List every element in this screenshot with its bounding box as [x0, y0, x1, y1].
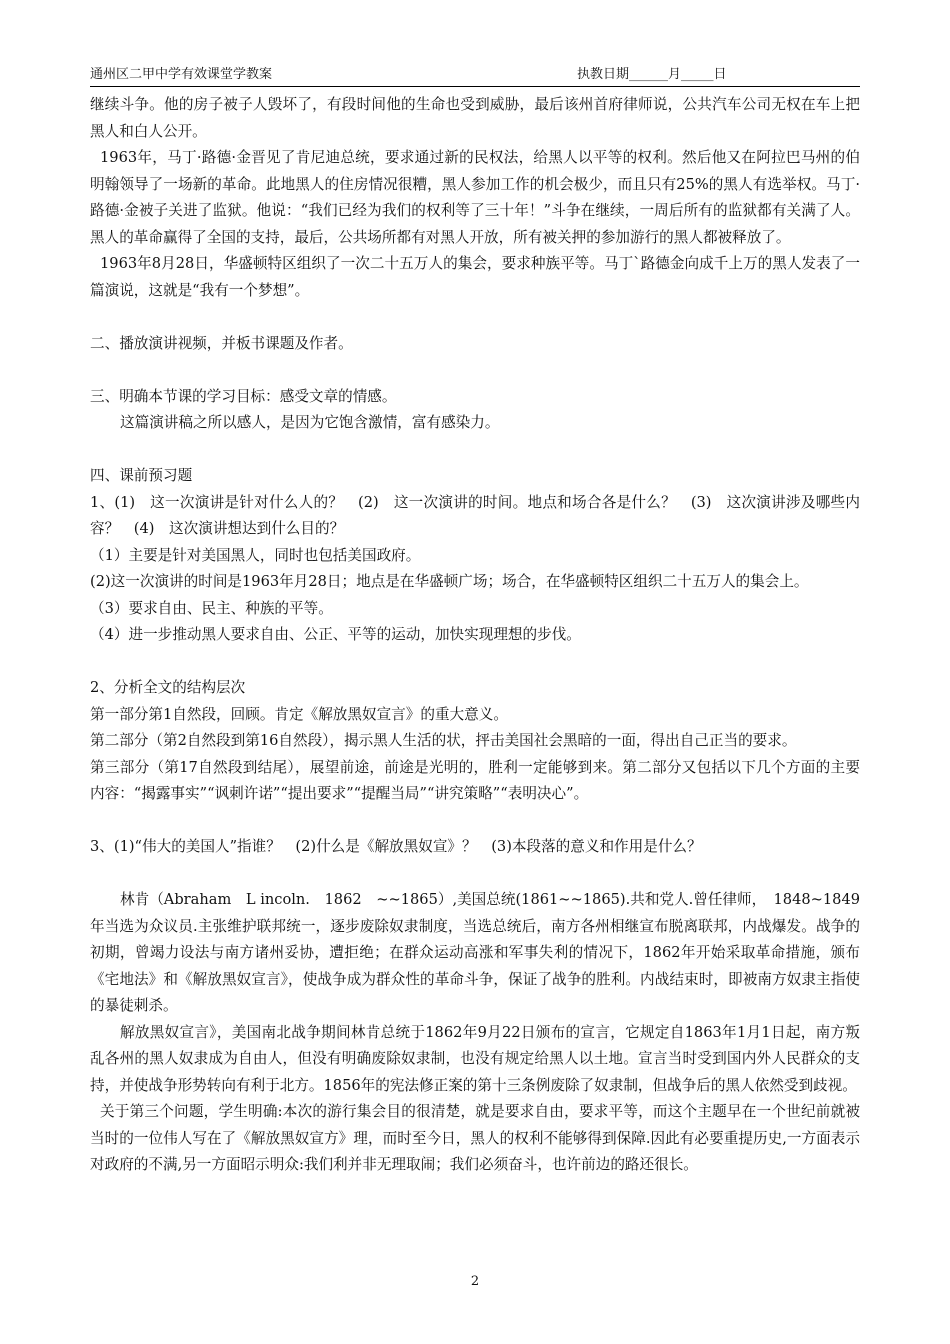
answer: （1）主要是针对美国黑人，同时也包括美国政府。: [90, 546, 421, 564]
school-title: 通州区二甲中学有效课堂学教案: [90, 67, 273, 82]
paragraph: 解放黑奴宣言》，美国南北战争期间林肯总统于1862年9月22日颁布的宣言，它规定自1863年1月1日起，南方叛乱各州的黑人奴隶成为自由人，但没有明确废除奴隶制，也没有规定给黑人以土地。宣言当时受到国内外人民群众的支持，并使战争形势转向有利于北方。1856年的宪法修正案的第十三条例废除了奴隶制，但战争后的黑人依然受到歧视。: [90, 1023, 860, 1094]
answer: （4）进一步推动黑人要求自由、公正、平等的运动，加快实现理想的步伐。: [90, 626, 581, 643]
section-heading: 二、播放演讲视频，并板书课题及作者。: [90, 334, 353, 352]
paragraph: 继续斗争。他的房子被子人毁坏了，有段时间他的生命也受到威胁，最后该州首府律师说，公共汽车公司无权在车上把黑人和白人公开。: [90, 96, 860, 140]
paragraph: 第一部分第1自然段，回顾。肯定《解放黑奴宣言》的重大意义。: [90, 705, 508, 723]
paragraph: 这篇演讲稿之所以感人，是因为它饱含激情，富有感染力。: [120, 414, 500, 431]
paragraph: 林肯（Abraham L incoln. 1862 ~~1865）,美国总统(1861~~1865).共和党人.曾任律师， 1848~1849年当选为众议员.主张维护联邦统一，逐步废除奴隶制度，当选总统后，南方各州相继宣布脱离联邦，内战爆发。战争的初期，曾竭力设法与南方诸州妥协，遭拒绝；在群众运动高涨和军事失利的情况下，1862年开始采取革命措施，颁布《宅地法》和《解放黑奴宣言》，使战争成为群众性的革命斗争，保证了战争的胜利。内战结束时，即被南方奴隶主指使的暴徒刺杀。: [90, 891, 861, 1014]
section-heading: 四、课前预习题: [90, 467, 193, 484]
answer: (2)这一次演讲的时间是1963年月28日；地点是在华盛顿广场；场合，在华盛顿特区组织二十五万人的集会上。: [90, 573, 809, 590]
page-number: 2: [470, 1274, 480, 1289]
page-header: [90, 66, 860, 87]
paragraph: 1963年，马丁·路德·金晋见了肯尼迪总统，要求通过新的民权法，给黑人以平等的权利。然后他又在阿拉巴马州的伯明翰领导了一场新的革命。此地黑人的住房情况很糟，黑人参加工作的机会极少，而且只有25%的黑人有选举权。马丁·路德·金被子关进了监狱。他说：“我们已经为我们的权利等了三十年！”斗争在继续，一周后所有的监狱都有关满了人。黑人的革命赢得了全国的支持，最后，公共场所都有对黑人开放，所有被关押的参加游行的黑人都被释放了。: [90, 149, 860, 246]
paragraph: 第三部分（第17自然段到结尾），展望前途，前途是光明的，胜利一定能够到来。第二部分又包括以下几个方面的主要内容：“揭露事实”“讽刺许诺”“提出要求”“提醒当局”“讲究策略”“表明决心”。: [90, 758, 860, 802]
teaching-date: 执教日期______月_____日: [577, 67, 727, 82]
answer: （3）要求自由、民主、种族的平等。: [90, 599, 333, 617]
question: 1、(1) 这一次演讲是针对什么人的？ (2) 这一次演讲的时间。地点和场合各是什么？ (3) 这次演讲涉及哪些内容？ (4) 这次演讲想达到什么目的？: [90, 493, 860, 537]
paragraph: 关于第三个问题，学生明确:本次的游行集会目的很清楚，就是要求自由，要求平等，而这个主题早在一个世纪前就被当时的一位伟人写在了《解放黑奴宣方》理，而时至今日，黑人的权利不能够得到保障.因此有必要重提历史,一方面表示对政府的不满,另一方面昭示明众:我们利并非无理取闹；我们必须奋斗，也许前边的路还很长。: [90, 1103, 860, 1173]
question: 3、(1)“伟大的美国人”指谁？ (2)什么是《解放黑奴宣》？ (3)本段落的意义和作用是什么？: [90, 838, 702, 855]
section-heading: 2、分析全文的结构层次: [90, 679, 246, 696]
section-heading: 三、明确本节课的学习目标：感受文章的情感。: [90, 387, 397, 405]
document-body: [90, 92, 860, 1179]
paragraph: 1963年8月28日，华盛顿特区组织了一次二十五万人的集会，要求种族平等。马丁`路德金向成千上万的黑人发表了一篇演说，这就是“我有一个梦想”。: [90, 255, 860, 299]
paragraph: 第二部分（第2自然段到第16自然段），揭示黑人生活的状，抨击美国社会黑暗的一面，得出自己正当的要求。: [90, 732, 797, 749]
